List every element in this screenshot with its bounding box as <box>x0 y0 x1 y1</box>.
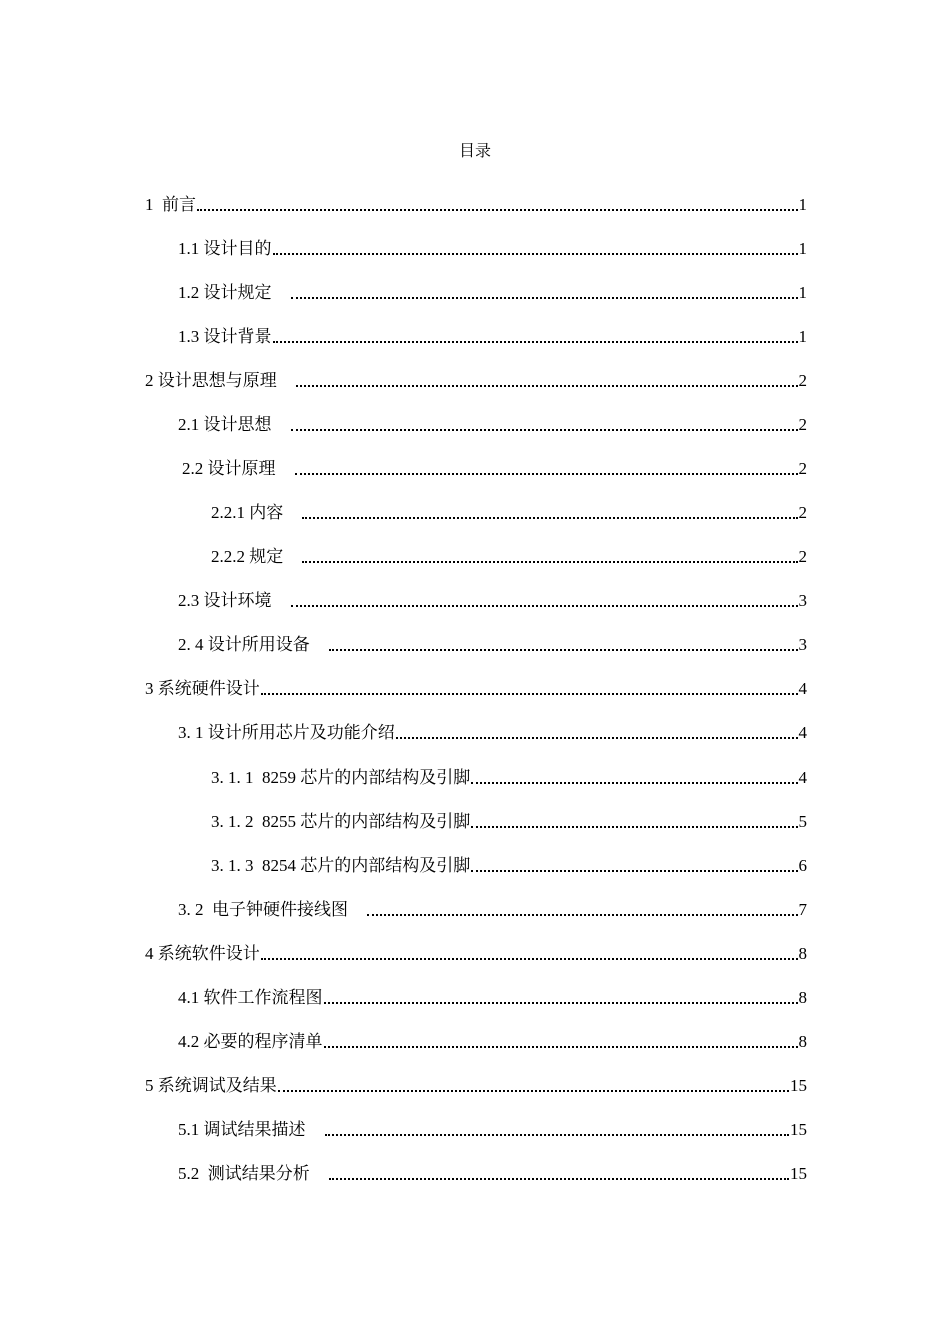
toc-label: 2.2.2 规定 <box>211 547 284 566</box>
toc-page: 4 <box>798 723 807 742</box>
toc-entry-1-1[interactable] <box>178 234 807 260</box>
toc-page: 15 <box>790 1076 807 1095</box>
toc-page: 8 <box>798 1032 807 1051</box>
toc-label: 3 系统硬件设计 <box>145 679 260 698</box>
toc-leader <box>329 649 798 651</box>
toc-label: 2.3 设计环境 <box>178 591 272 610</box>
toc-entry-1[interactable] <box>145 190 807 216</box>
toc-entry-2-2[interactable] <box>182 454 807 480</box>
toc-page: 7 <box>798 900 807 919</box>
toc-leader <box>261 693 798 695</box>
toc-leader <box>278 1090 789 1092</box>
toc-label: 2.2.1 内容 <box>211 503 284 522</box>
toc-label: 3. 2 电子钟硬件接线图 <box>178 900 348 919</box>
toc-label: 3. 1. 2 8255 芯片的内部结构及引脚 <box>211 812 471 831</box>
toc-entry-2-1[interactable] <box>178 410 807 436</box>
toc-entry-2-2-2[interactable] <box>211 542 807 568</box>
toc-entry-3-1-1[interactable] <box>211 763 807 789</box>
toc-page: 1 <box>798 195 807 214</box>
toc-leader <box>367 914 798 916</box>
toc-page: 2 <box>798 459 807 478</box>
toc-leader <box>325 1134 790 1136</box>
toc-label: 4.1 软件工作流程图 <box>178 988 323 1007</box>
toc-label: 3. 1 设计所用芯片及功能介绍 <box>178 723 395 742</box>
toc-label: 1 前言 <box>145 195 196 214</box>
toc-page: 4 <box>798 768 807 787</box>
toc-label: 1.3 设计背景 <box>178 327 272 346</box>
toc-leader <box>324 1002 798 1004</box>
toc-entry-4-2[interactable] <box>178 1027 807 1053</box>
toc-leader <box>471 782 797 784</box>
toc-entry-4-1[interactable] <box>178 983 807 1009</box>
toc-label: 3. 1. 1 8259 芯片的内部结构及引脚 <box>211 768 471 787</box>
toc-entry-2[interactable] <box>145 366 807 392</box>
toc-label: 4 系统软件设计 <box>145 944 260 963</box>
toc-entry-5-2[interactable] <box>178 1159 807 1185</box>
toc-leader <box>273 341 798 343</box>
toc-page: 1 <box>798 283 807 302</box>
toc-page: 8 <box>798 944 807 963</box>
toc-page: 2 <box>798 503 807 522</box>
toc-entry-5-1[interactable] <box>178 1115 807 1141</box>
toc-leader <box>302 561 797 563</box>
toc-entry-3-2[interactable] <box>178 895 807 921</box>
toc-label: 2. 4 设计所用设备 <box>178 635 310 654</box>
toc-entry-1-2[interactable] <box>178 278 807 304</box>
toc-label: 2.2 设计原理 <box>182 459 276 478</box>
toc-page: 8 <box>798 988 807 1007</box>
toc-entry-3-1-3[interactable] <box>211 851 807 877</box>
toc-page: 6 <box>798 856 807 875</box>
toc-label: 5 系统调试及结果 <box>145 1076 277 1095</box>
toc-leader <box>302 517 797 519</box>
toc-entry-4[interactable] <box>145 939 807 965</box>
toc-leader <box>291 605 798 607</box>
toc-page: 1 <box>798 239 807 258</box>
toc-page: 4 <box>798 679 807 698</box>
toc-page: 2 <box>798 371 807 390</box>
toc-page: 15 <box>790 1120 807 1139</box>
toc-leader <box>471 870 797 872</box>
toc-entry-2-3[interactable] <box>178 586 807 612</box>
toc-label: 1.2 设计规定 <box>178 283 272 302</box>
toc-leader <box>273 253 798 255</box>
toc-leader <box>291 297 798 299</box>
toc-label: 2.1 设计思想 <box>178 415 272 434</box>
toc-leader <box>329 1178 789 1180</box>
toc-leader <box>471 826 797 828</box>
toc-leader <box>296 385 798 387</box>
toc-page: 5 <box>798 812 807 831</box>
toc-leader <box>261 958 798 960</box>
toc-label: 3. 1. 3 8254 芯片的内部结构及引脚 <box>211 856 471 875</box>
toc-leader <box>396 737 798 739</box>
toc-entry-1-3[interactable] <box>178 322 807 348</box>
toc-page: 2 <box>798 547 807 566</box>
toc-label: 4.2 必要的程序清单 <box>178 1032 323 1051</box>
page-title: 目录 <box>458 141 491 160</box>
toc-page: 15 <box>790 1164 807 1183</box>
toc-page: 1 <box>798 327 807 346</box>
toc-page: 3 <box>798 635 807 654</box>
toc-entry-2-2-1[interactable] <box>211 498 807 524</box>
toc-entry-3[interactable] <box>145 674 807 700</box>
toc-entry-5[interactable] <box>145 1071 807 1097</box>
toc-entry-3-1[interactable] <box>178 718 807 744</box>
toc-entry-2-4[interactable] <box>178 630 807 656</box>
toc-leader <box>324 1046 798 1048</box>
toc-leader <box>295 473 798 475</box>
toc-label: 1.1 设计目的 <box>178 239 272 258</box>
toc-label: 5.2 测试结果分析 <box>178 1164 310 1183</box>
toc-label: 5.1 调试结果描述 <box>178 1120 306 1139</box>
toc-entry-3-1-2[interactable] <box>211 807 807 833</box>
toc-leader <box>197 209 798 211</box>
toc-label: 2 设计思想与原理 <box>145 371 277 390</box>
toc-page: 3 <box>798 591 807 610</box>
toc-page: 2 <box>798 415 807 434</box>
toc-leader <box>291 429 798 431</box>
